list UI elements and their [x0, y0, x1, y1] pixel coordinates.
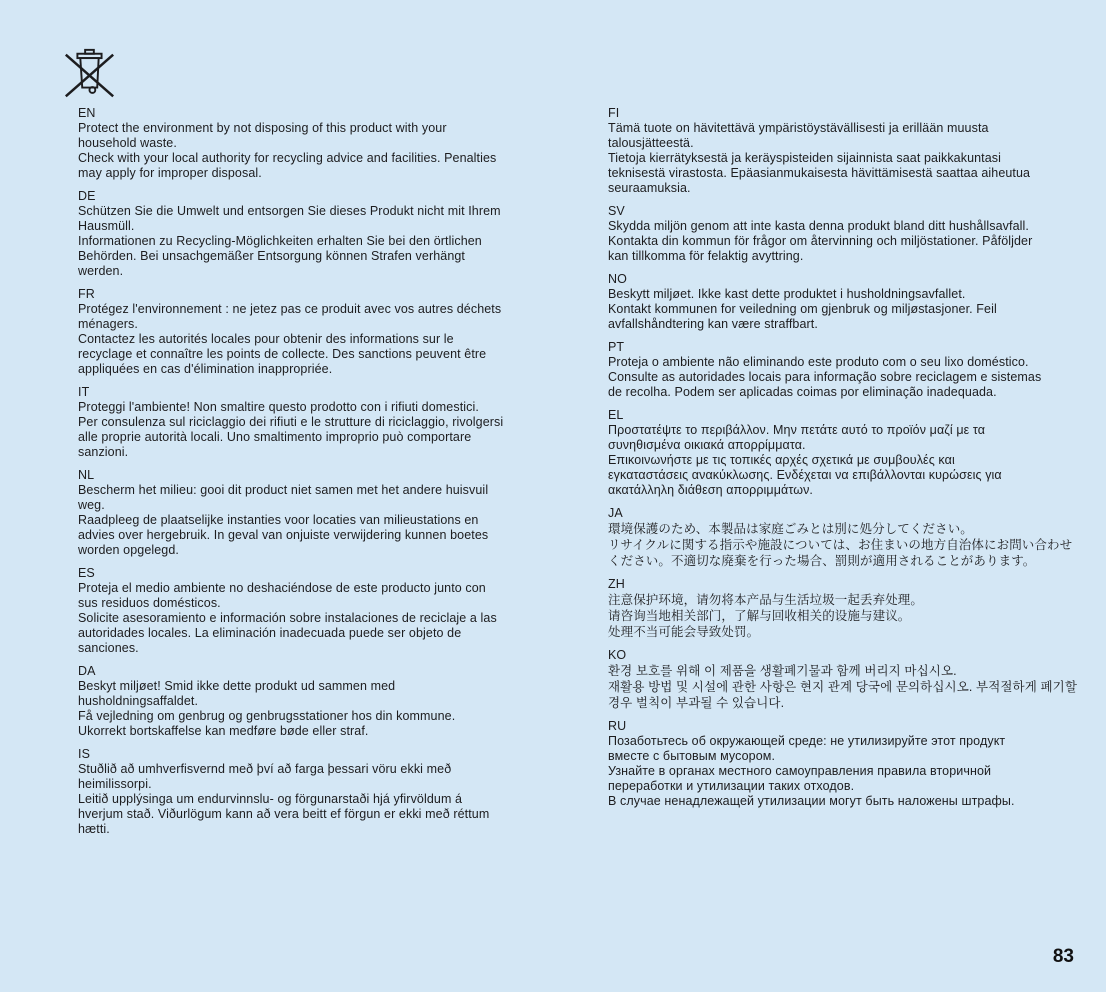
text-line: avfallshåndtering kan være straffbart. [608, 317, 818, 331]
language-code: KO [608, 648, 627, 662]
language-section-ja [608, 506, 1106, 569]
language-section-nl [78, 468, 598, 558]
text-line: 경우 벌칙이 부과될 수 있습니다. [608, 696, 785, 710]
text-line: 请咨询当地相关部门，了解与回收相关的设施与建议。 [608, 609, 911, 623]
language-section-de [78, 189, 598, 279]
language-code: DE [78, 189, 96, 203]
text-line: вместе с бытовым мусором. [608, 749, 776, 763]
text-line: household waste. [78, 136, 177, 150]
text-line: Hausmüll. [78, 219, 135, 233]
weee-crossed-out-bin-icon [60, 46, 118, 104]
text-line: Προστατέψτε το περιβάλλον. Μην πετάτε αυτό το προϊόν μαζί με τα [608, 423, 986, 437]
text-line: hætti. [78, 822, 110, 836]
text-line: В случае ненадлежащей утилизации могут быть наложены штрафы. [608, 794, 1015, 808]
text-line: Kontakt kommunen for veiledning om gjenbruk og miljøstasjoner. Feil [608, 302, 997, 316]
language-section-is [78, 747, 598, 837]
text-line: talousjätteestä. [608, 136, 694, 150]
text-line: heimilissorpi. [78, 777, 152, 791]
text-line: 環境保護のため、本製品は家庭ごみとは別に処分してください。 [608, 522, 973, 536]
text-line: advies over hergebruik. In geval van onjuiste verwijdering kunnen boetes [78, 528, 489, 542]
language-code: RU [608, 719, 627, 733]
text-line: Proteja el medio ambiente no deshaciéndose de este producto junto con [78, 581, 486, 595]
text-line: リサイクルに関する指示や施設については、お住まいの地方自治体にお問い合わせ [608, 538, 1073, 552]
text-line: Beskytt miljøet. Ikke kast dette produktet i husholdningsavfallet. [608, 287, 966, 301]
text-line: appliquées en cas d'élimination inappropriée. [78, 362, 333, 376]
language-section-zh [608, 577, 1106, 640]
text-line: Επικοινωνήστε με τις τοπικές αρχές σχετικά με συμβουλές και [608, 453, 955, 467]
text-line: sanzioni. [78, 445, 129, 459]
text-line: Bescherm het milieu: gooi dit product niet samen met het andere huisvuil [78, 483, 489, 497]
text-line: Få vejledning om genbrug og genbrugsstationer hos din kommune. [78, 709, 456, 723]
language-section-no [608, 272, 1106, 332]
language-section-es [78, 566, 598, 656]
text-line: 재활용 방법 및 시설에 관한 사항은 현지 관계 당국에 문의하십시오. 부적절하게 폐기할 [608, 680, 1078, 694]
text-line: Beskyt miljøet! Smid ikke dette produkt ud sammen med [78, 679, 396, 693]
text-line: Check with your local authority for recycling advice and facilities. Penalties [78, 151, 497, 165]
text-line: Consulte as autoridades locais para informação sobre reciclagem e sistemas [608, 370, 1042, 384]
text-line: Protégez l'environnement : ne jetez pas ce produit avec vos autres déchets [78, 302, 502, 316]
text-line: Solicite asesoramiento e información sobre instalaciones de reciclaje a las [78, 611, 497, 625]
language-section-it [78, 385, 598, 460]
text-line: teknisestä virastosta. Epäasianmukaisesta hävittämisestä saattaa aiheutua [608, 166, 1031, 180]
language-code: PT [608, 340, 625, 354]
text-line: hverjum stað. Viðurlögum kann að vera beitt ef förgun er ekki með réttum [78, 807, 490, 821]
language-code: DA [78, 664, 96, 678]
language-section-ru [608, 719, 1106, 809]
text-line: werden. [78, 264, 124, 278]
language-code: FR [78, 287, 95, 301]
language-section-sv [608, 204, 1106, 264]
text-line: sus residuos domésticos. [78, 596, 221, 610]
text-line: de recolha. Podem ser aplicadas coimas por eliminação inadequada. [608, 385, 997, 399]
text-line: sanciones. [78, 641, 139, 655]
language-code: IT [78, 385, 90, 399]
text-line: Informationen zu Recycling-Möglichkeiten erhalten Sie bei den örtlichen [78, 234, 482, 248]
language-code: NL [78, 468, 95, 482]
text-line: weg. [78, 498, 105, 512]
text-line: ménagers. [78, 317, 138, 331]
text-line: Contactez les autorités locales pour obtenir des informations sur le [78, 332, 454, 346]
text-line: Schützen Sie die Umwelt und entsorgen Sie dieses Produkt nicht mit Ihrem [78, 204, 501, 218]
language-section-da [78, 664, 598, 739]
language-code: FI [608, 106, 620, 120]
text-line: worden opgelegd. [78, 543, 179, 557]
text-line: 환경 보호를 위해 이 제품을 생활폐기물과 함께 버리지 마십시오. [608, 664, 957, 678]
text-line: Protect the environment by not disposing of this product with your [78, 121, 447, 135]
text-line: Tietoja kierrätyksestä ja keräyspisteiden sijainnista saat paikkakuntasi [608, 151, 1002, 165]
language-section-el [608, 408, 1106, 498]
text-line: may apply for improper disposal. [78, 166, 262, 180]
language-code: JA [608, 506, 623, 520]
text-line: recyclage et connaître les points de collecte. Des sanctions peuvent être [78, 347, 487, 361]
text-line: Узнайте в органах местного самоуправления правила вторичной [608, 764, 992, 778]
language-section-fr [78, 287, 598, 377]
text-line: ακατάλληλη διάθεση απορριμμάτων. [608, 483, 813, 497]
text-line: alle proprie autorità locali. Uno smaltimento improprio può comportare [78, 430, 472, 444]
language-section-fi [608, 106, 1106, 196]
right-column [608, 106, 1106, 845]
language-code: EL [608, 408, 624, 422]
text-line: ください。不適切な廃棄を行った場合、罰則が適用されることがあります。 [608, 554, 1036, 568]
text-line: Kontakta din kommun för frågor om återvinning och miljöstationer. Påföljder [608, 234, 1033, 248]
text-line: 注意保护环境，请勿将本产品与生活垃圾一起丢弃处理。 [608, 593, 924, 607]
text-line: husholdningsaffaldet. [78, 694, 199, 708]
language-code: ES [78, 566, 95, 580]
text-line: autoridades locales. La eliminación inadecuada puede ser objeto de [78, 626, 462, 640]
left-column [78, 106, 598, 845]
text-line: συνηθισμένα οικιακά απορρίμματα. [608, 438, 806, 452]
text-line: kan tillkomma för felaktig avyttring. [608, 249, 804, 263]
text-line: Per consulenza sul riciclaggio dei rifiuti e le strutture di riciclaggio, rivolgersi [78, 415, 504, 429]
text-line: Behörden. Bei unsachgemäßer Entsorgung können Strafen verhängt [78, 249, 466, 263]
text-line: seuraamuksia. [608, 181, 691, 195]
text-line: Leitið upplýsinga um endurvinnslu- og förgunarstaði hjá yfirvöldum á [78, 792, 463, 806]
language-notices [78, 106, 1106, 845]
text-line: Позаботьтесь об окружающей среде: не утилизируйте этот продукт [608, 734, 1006, 748]
language-section-en [78, 106, 598, 181]
text-line: 处理不当可能会导致处罚。 [608, 625, 760, 639]
text-line: Stuðlið að umhverfisvernd með því að farga þessari vöru ekki með [78, 762, 452, 776]
text-line: переработки и утилизации таких отходов. [608, 779, 855, 793]
text-line: Proteja o ambiente não eliminando este produto com o seu lixo doméstico. [608, 355, 1029, 369]
text-line: Tämä tuote on hävitettävä ympäristöystävällisesti ja erillään muusta [608, 121, 989, 135]
language-section-ko [608, 648, 1106, 711]
text-line: Proteggi l'ambiente! Non smaltire questo prodotto con i rifiuti domestici. [78, 400, 479, 414]
language-section-pt [608, 340, 1106, 400]
language-code: NO [608, 272, 627, 286]
language-code: ZH [608, 577, 625, 591]
text-line: Raadpleeg de plaatselijke instanties voor locaties van milieustations en [78, 513, 479, 527]
language-code: SV [608, 204, 625, 218]
language-code: EN [78, 106, 96, 120]
language-code: IS [78, 747, 91, 761]
text-line: Skydda miljön genom att inte kasta denna produkt bland ditt hushållsavfall. [608, 219, 1029, 233]
page-number: 83 [1052, 946, 1074, 967]
text-line: Ukorrekt bortskaffelse kan medføre bøde eller straf. [78, 724, 369, 738]
text-line: εγκαταστάσεις ανακύκλωσης. Ενδέχεται να επιβάλλονται κυρώσεις για [608, 468, 1002, 482]
